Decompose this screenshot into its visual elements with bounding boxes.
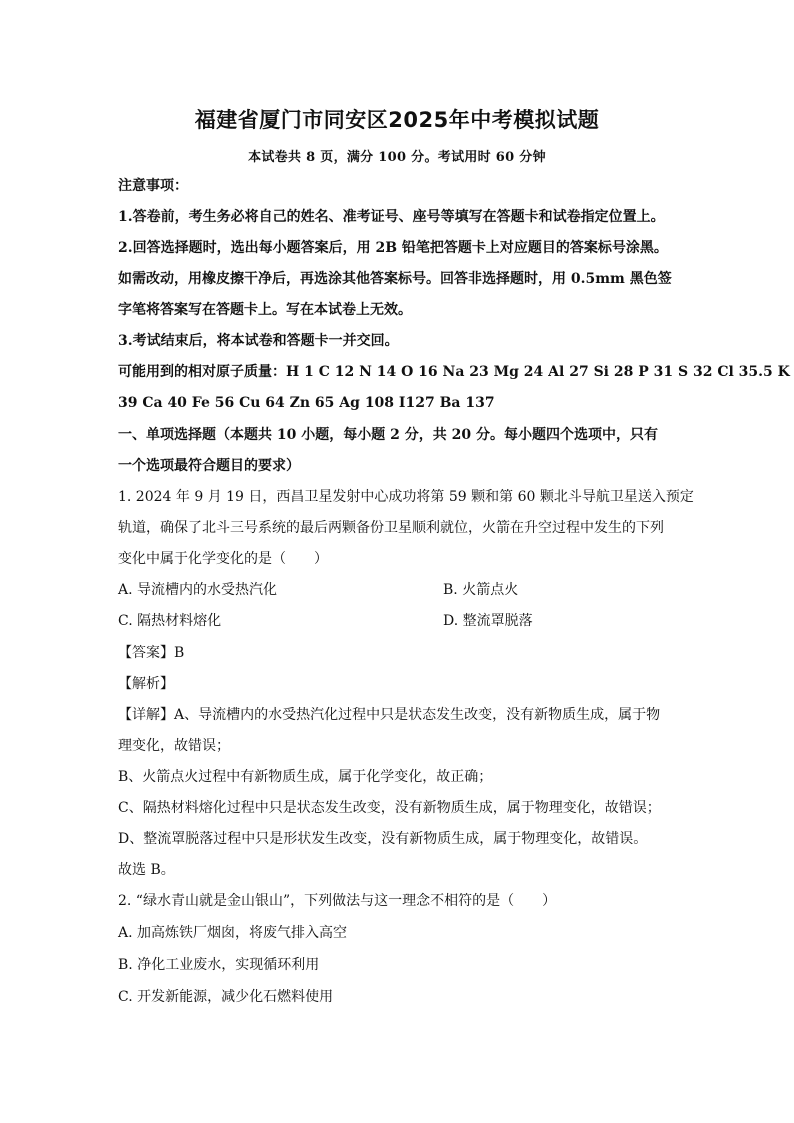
question-1-option-a: A. 导流槽内的水受热汽化: [118, 582, 278, 598]
question-1-stem-line-3: 变化中属于化学变化的是（ ）: [118, 551, 328, 567]
page-title: 福建省厦门市同安区2025年中考模拟试题: [194, 108, 600, 132]
question-1-option-d: D. 整流罩脱落: [443, 613, 533, 629]
question-1-option-c: C. 隔热材料熔化: [118, 613, 222, 629]
question-1-detail-line-3: B、火箭点火过程中有新物质生成，属于化学变化，故正确；: [118, 769, 493, 785]
atomic-mass-line-2: 39 Ca 40 Fe 56 Cu 64 Zn 65 Ag 108 I127 Ba 137: [118, 395, 495, 411]
question-1-conclusion: 故选 B。: [118, 862, 175, 878]
question-1-analysis-label: 【解析】: [118, 676, 174, 692]
question-2-stem: 2. “绿水青山就是金山银山”，下列做法与这一理念不相符的是（ ）: [118, 893, 557, 909]
section-heading-line-1: 一、单项选择题（本题共 10 小题，每小题 2 分，共 20 分。每小题四个选项中，只有: [118, 427, 658, 443]
question-2-option-c: C. 开发新能源，减少化石燃料使用: [118, 989, 334, 1005]
note-item-2-line-3: 字笔将答案写在答题卡上。写在本试卷上无效。: [118, 302, 412, 318]
question-1-answer: 【答案】B: [118, 645, 185, 661]
question-1-stem-line-1: 1. 2024 年 9 月 19 日，西昌卫星发射中心成功将第 59 颗和第 60 颗北斗导航卫星送入预定: [118, 489, 694, 505]
note-item-3: 3.考试结束后，将本试卷和答题卡一并交回。: [118, 333, 399, 349]
atomic-mass-line-1: 可能用到的相对原子质量：H 1 C 12 N 14 O 16 Na 23 Mg 24 Al 27 Si 28 P 31 S 32 Cl 35.5 K: [118, 364, 790, 380]
question-1-option-b: B. 火箭点火: [443, 582, 519, 598]
question-1-detail-line-2: 理变化，故错误；: [118, 738, 230, 754]
question-1-detail-line-1: 【详解】A、导流槽内的水受热汽化过程中只是状态发生改变，没有新物质生成，属于物: [118, 707, 661, 723]
question-1-detail-line-4: C、隔热材料熔化过程中只是状态发生改变，没有新物质生成，属于物理变化，故错误；: [118, 800, 661, 816]
exam-info: 本试卷共 8 页，满分 100 分。考试用时 60 分钟: [248, 150, 546, 165]
question-1-detail-line-5: D、整流罩脱落过程中只是形状发生改变，没有新物质生成，属于物理变化，故错误。: [118, 831, 648, 847]
question-2-option-b: B. 净化工业废水，实现循环利用: [118, 957, 320, 973]
note-item-2-line-2: 如需改动，用橡皮擦干净后，再选涂其他答案标号。回答非选择题时，用 0.5mm 黑色签: [118, 271, 672, 287]
note-item-2-line-1: 2.回答选择题时，选出每小题答案后，用 2B 铅笔把答题卡上对应题目的答案标号涂黑。: [118, 240, 668, 256]
question-2-option-a: A. 加高炼铁厂烟囱，将废气排入高空: [118, 925, 348, 941]
question-1-stem-line-2: 轨道，确保了北斗三号系统的最后两颗备份卫星顺利就位，火箭在升空过程中发生的下列: [118, 520, 664, 536]
section-heading-line-2: 一个选项最符合题目的要求）: [118, 458, 300, 474]
notes-heading: 注意事项：: [118, 178, 188, 194]
note-item-1: 1.答卷前，考生务必将自己的姓名、准考证号、座号等填写在答题卡和试卷指定位置上。: [118, 209, 665, 225]
